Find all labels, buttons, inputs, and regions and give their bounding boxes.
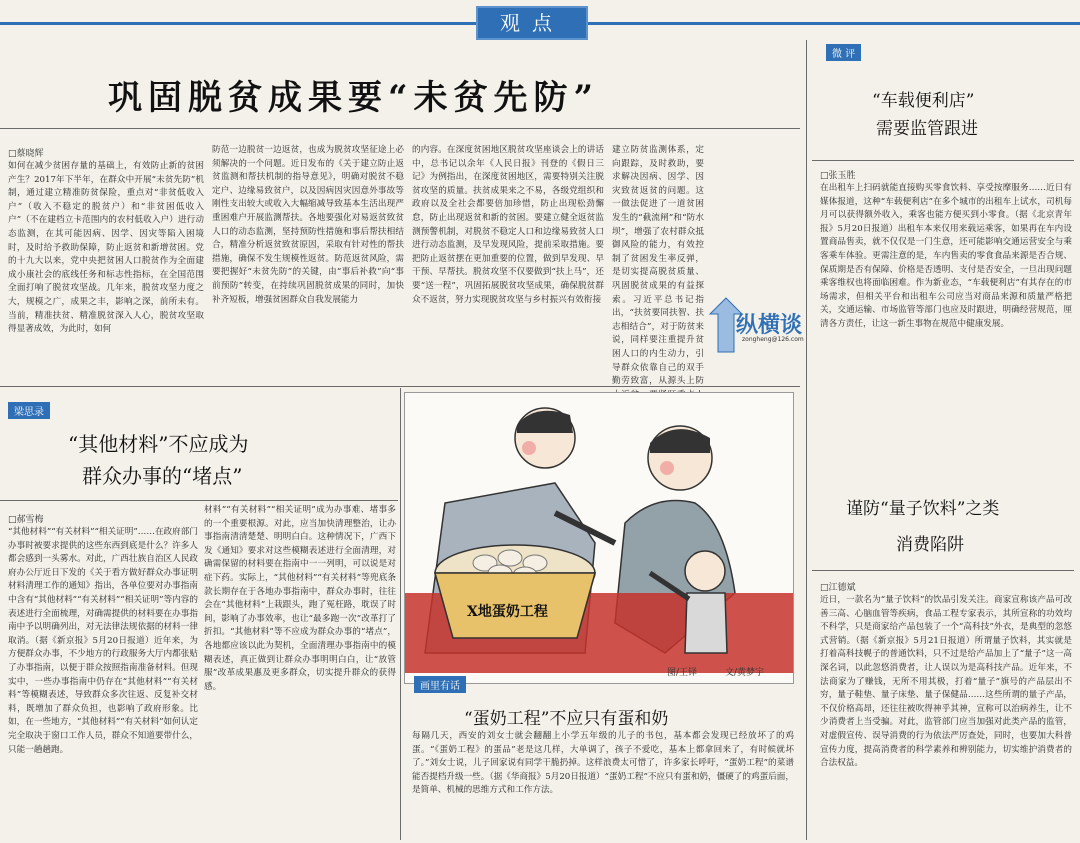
cartoon-frame bbox=[404, 392, 794, 684]
zongheng-brand: 纵横谈 bbox=[736, 312, 803, 338]
liangsi-tag: 梁思录 bbox=[8, 402, 50, 419]
cartoon-credit-writer: 文/黄梦宇 bbox=[725, 668, 765, 678]
quantum-byline: □江德斌 bbox=[820, 583, 856, 593]
bottom-center-divider bbox=[400, 388, 401, 840]
main-col-1: 如何在减少贫困存量的基础上，有效防止新的贫困产生？2017年下半年，在群众中开展“未贫先防”机制，通过建立精准防贫保险，重点对“非贫低收入户”（收入不稳定的脱贫户）和“非贫困低收入户”（不在建档立卡范围内的农村低收入户）进行动态监测，在其可能因病、因学、因灾等陷入困境时，及时给予救助保障，防止返贫和新增贫困。党的十九大以来，党中央把贫困人口脱贫作为全面建成小康社会的底线任务和标志性指标，在全国范围全面打响了脱贫攻坚战。几年来，脱贫攻坚力度之大，规模之广，成果之丰，影响之深，前所未有。当前，精准扶贫、精准脱贫深入人心，脱贫攻坚取得显著成效，为此时，如何 bbox=[8, 161, 204, 335]
liangsi-byline: □郝雪梅 bbox=[8, 515, 44, 525]
quantum-title-1: 谨防“量子饮料”之类 bbox=[846, 499, 1000, 519]
cartoon-body: 每隔几天，西安的刘女士就会翻翻上小学五年级的儿子的书包，基本都会发现已经放坏了的鸡蛋。“《蛋奶工程》的蛋品”老是这几样，大单调了，孩子不爱吃，基本上都拿回来了，有时候就坏了。”刘女士说，儿子回家说有同学干脆扔掉。这样浪费太可惜了，许多家长呼吁，“蛋奶工程”的菜谱能否提档升级一些。（据《华商报》5月20日报道）“蛋奶工程”不应只有蛋和奶，僵硬了的鸡蛋后面，是简单、机械的思维方式和工作方法。 bbox=[412, 731, 794, 796]
main-headline: 巩固脱贫成果要“未贫先防” bbox=[108, 78, 600, 118]
liangsi-title-2: 群众办事的“堵点” bbox=[82, 464, 243, 488]
main-bottom-rule bbox=[0, 386, 800, 387]
zongheng-logo bbox=[706, 290, 816, 350]
quantum-body: 近日，一款名为“量子饮料”的饮品引发关注。商家宣称该产品可改善三高、心脑血管等疾病，食品工程专家表示，其所宣称的功效均不科学，只是商家给产品包装了一个“高科技”外衣，是典型的忽悠式营销。（据《新京报》5月21日报道）所谓量子饮料，其实就是打着高科技幌子的普通饮料，只不过是给产品加上了“量子”这一高深名词，以此忽悠消费者，让人误以为是高科技产品。近年来，不法商家为了赚钱，无所不用其极，打着“量子”旗号的产品层出不穷，量子鞋垫、量子床垫、量子保健品……这些所谓的量子产品，不仅价格高昂，还往往被吹得神乎其神，宣称可以治病养生，让不少消费者上当受骗。对此，监管部门应当加强对此类产品的监管，对虚假宣传、误导消费的行为依法严厉查处，同时，也要加大科普宣传力度，提高消费者的科学素养和辨别能力，切实维护消费者的合法权益。 bbox=[820, 595, 1072, 769]
weiping-body: 在出租车上扫码就能直接购买零食饮料、享受按摩服务……近日有媒体报道，这种“车载便利店”在多个城市的出租车上试水，司机每月可以获得额外收入，乘客也能方便买到小零食。（据《北京青年报》5月20日报道）出租车本来仅用来载运乘客，如果再在车内设置商品售卖，就不仅仅是一门生意，还可能影响交通运营安全与乘客乘车体验。更需注意的是，车内售卖的零食食品来源是否合规、保质期是否有保障、价格是否透明、支付是否安全，一旦出现问题乘客维权也将面临困难。作为新业态，“车载便利店”有其存在的市场需求，但相关平台和出租车公司应当对商品来源和质量严格把关，交通运输、市场监管等部门也应及时跟进，明确经营规范，厘清各方责任，让这一新生事物在规范中健康发展。 bbox=[820, 183, 1072, 329]
cartoon-sign: X地蛋奶工程 bbox=[467, 604, 548, 620]
cartoon-title: “蛋奶工程”不应只有蛋和奶 bbox=[464, 709, 669, 729]
cartoon-illustration bbox=[405, 393, 793, 683]
cartoon-tag: 画里有话 bbox=[414, 676, 466, 693]
liangsi-title-1: “其他材料”不应成为 bbox=[68, 432, 249, 456]
zongheng-url: zongheng@126.com bbox=[742, 336, 804, 343]
right-column-divider bbox=[806, 40, 807, 840]
weiping-title-1: “车载便利店” bbox=[872, 91, 975, 111]
weiping-tag: 微 评 bbox=[826, 44, 861, 61]
weiping-rule bbox=[812, 160, 1074, 161]
quantum-rule bbox=[812, 570, 1074, 571]
liangsi-col-1: “其他材料”“有关材料”“相关证明”……在政府部门办事时被要求提供的这些东西到底是什么？许多人都会感到一头雾水。对此，广西壮族自治区人民政府办公厅近日下发的《关于看方做好群众办事证明材料清理工作的通知》指出，各单位要对办事指南中含有“其他材料”“有关材料”“相关证明”等内容的表述进行全面梳理，对确需提供的材料要在办事指南中予以明确列出，对无法律法规依据的材料一律取消。（据《新京报》5月20日报道）近年来，为方便群众办事，不少地方的行政服务大厅内都张贴了办事指南，以便于群众按照指南准备材料。但现实中，一些办事指南中仍存在“其他材料”“有关材料”等模糊表述，导致群众多次往返、反复补交材料，既增加了群众负担，也影响了政府形象。比如，在一些地方，“其他材料”“有关材料”如何认定完全取决于窗口工作人员，群众不知道要带什么，只能一趟趟跑。 bbox=[8, 527, 198, 755]
section-label: 观点 bbox=[476, 6, 588, 40]
main-col-3: 的内容。在深度贫困地区脱贫攻坚座谈会上的讲话中，总书记以余年《人民日报》刊登的《假日三记》为例指出，在深度贫困地区，需要特别关注脱贫攻坚的质量。扶贫成果来之不易，各级党组织和政府以及全社会都要倍加珍惜，防止出现松劲懈怠，防止出现返贫和新的贫困。要建立健全返贫监测预警机制，对脱贫不稳定人口和边缘易致贫人口进行动态监测，及早发现风险，提前采取措施。要把防止返贫摆在更加重要的位置，做到早发现、早干预、早帮扶。脱贫攻坚不仅要做到“扶上马”，还要“送一程”，巩固拓展脱贫攻坚成果，确保脱贫群众不返贫，努力实现脱贫攻坚与乡村振兴有效衔接 bbox=[412, 145, 604, 305]
weiping-byline: □张玉胜 bbox=[820, 171, 856, 181]
quantum-title-2: 消费陷阱 bbox=[896, 535, 964, 555]
main-col-2: 防范一边脱贫一边返贫，也成为脱贫攻坚征途上必须解决的一个问题。近日发布的《关于建立防止返贫监测和帮扶机制的指导意见》，明确对脱贫不稳定户、边缘易致贫户，以及因病因灾因意外事故等刚性支出较大或收入大幅缩减导致基本生活出现严重困难户开展监测帮扶。各地要强化对易返贫致贫人口的动态监测，坚持预防性措施和事后帮扶相结合，精准分析返贫致贫原因，采取有针对性的帮扶措施，确保不发生规模性返贫。防范返贫风险，需要把握好“未贫先防”的关键，由“事后补救”向“事前预防”转变，在持续巩固脱贫成果的同时，加快补齐短板，增强贫困群众自我发展能力 bbox=[212, 145, 404, 305]
main-byline: □蔡晓辉 bbox=[8, 149, 44, 159]
main-col-4: 建立防贫监测体系，定向跟踪，及时救助，要求解决因病、因学、因灾致贫返贫的问题。这一做法促进了一道贫困发生的“截流闸”和“防水坝”，增强了农村群众抵御风险的能力，有效控制了贫困发生率反弹，是切实提高脱贫质量、巩固脱贫成果的有益探索。习近平总书记指出，“扶贫要同扶智、扶志相结合”，对于防贫来说，同样要注重提升贫困人口的内生动力，引导群众依靠自己的双手勤劳致富，从源头上防 bbox=[612, 145, 704, 387]
headline-rule bbox=[0, 128, 800, 129]
liangsi-rule bbox=[0, 500, 398, 501]
cartoon-credit-artist: 图/王铎 bbox=[667, 668, 698, 678]
liangsi-col-2: 材料”“有关材料”“相关证明”成为办事难、堵事多的一个重要根源。对此，应当加快清理整治，让办事指南清清楚楚、明明白白。这种情况下，广西下发《通知》要求对这些模糊表述进行全面清理，对确需保留的材料要在指南中一一列明，可以说是对症下药。实际上，“其他材料”“有关材料”等兜底条款长期存在于各地办事指南中，群众办事时，往往会在“其他材料”上栽跟头，跑了冤枉路，耽误了时间，影响了办事效率，也让“最多跑一次”改革打了折扣。“其他材料”等不应成为群众办事的“堵点”，各地都应该以此为契机，全面清理办事指南中的模糊表述，真正做到让群众办事明明白白，让“放管服”改革成果惠及更多群众，切实提升群众的获得感。 bbox=[204, 505, 396, 692]
weiping-title-2: 需要监管跟进 bbox=[876, 119, 978, 139]
